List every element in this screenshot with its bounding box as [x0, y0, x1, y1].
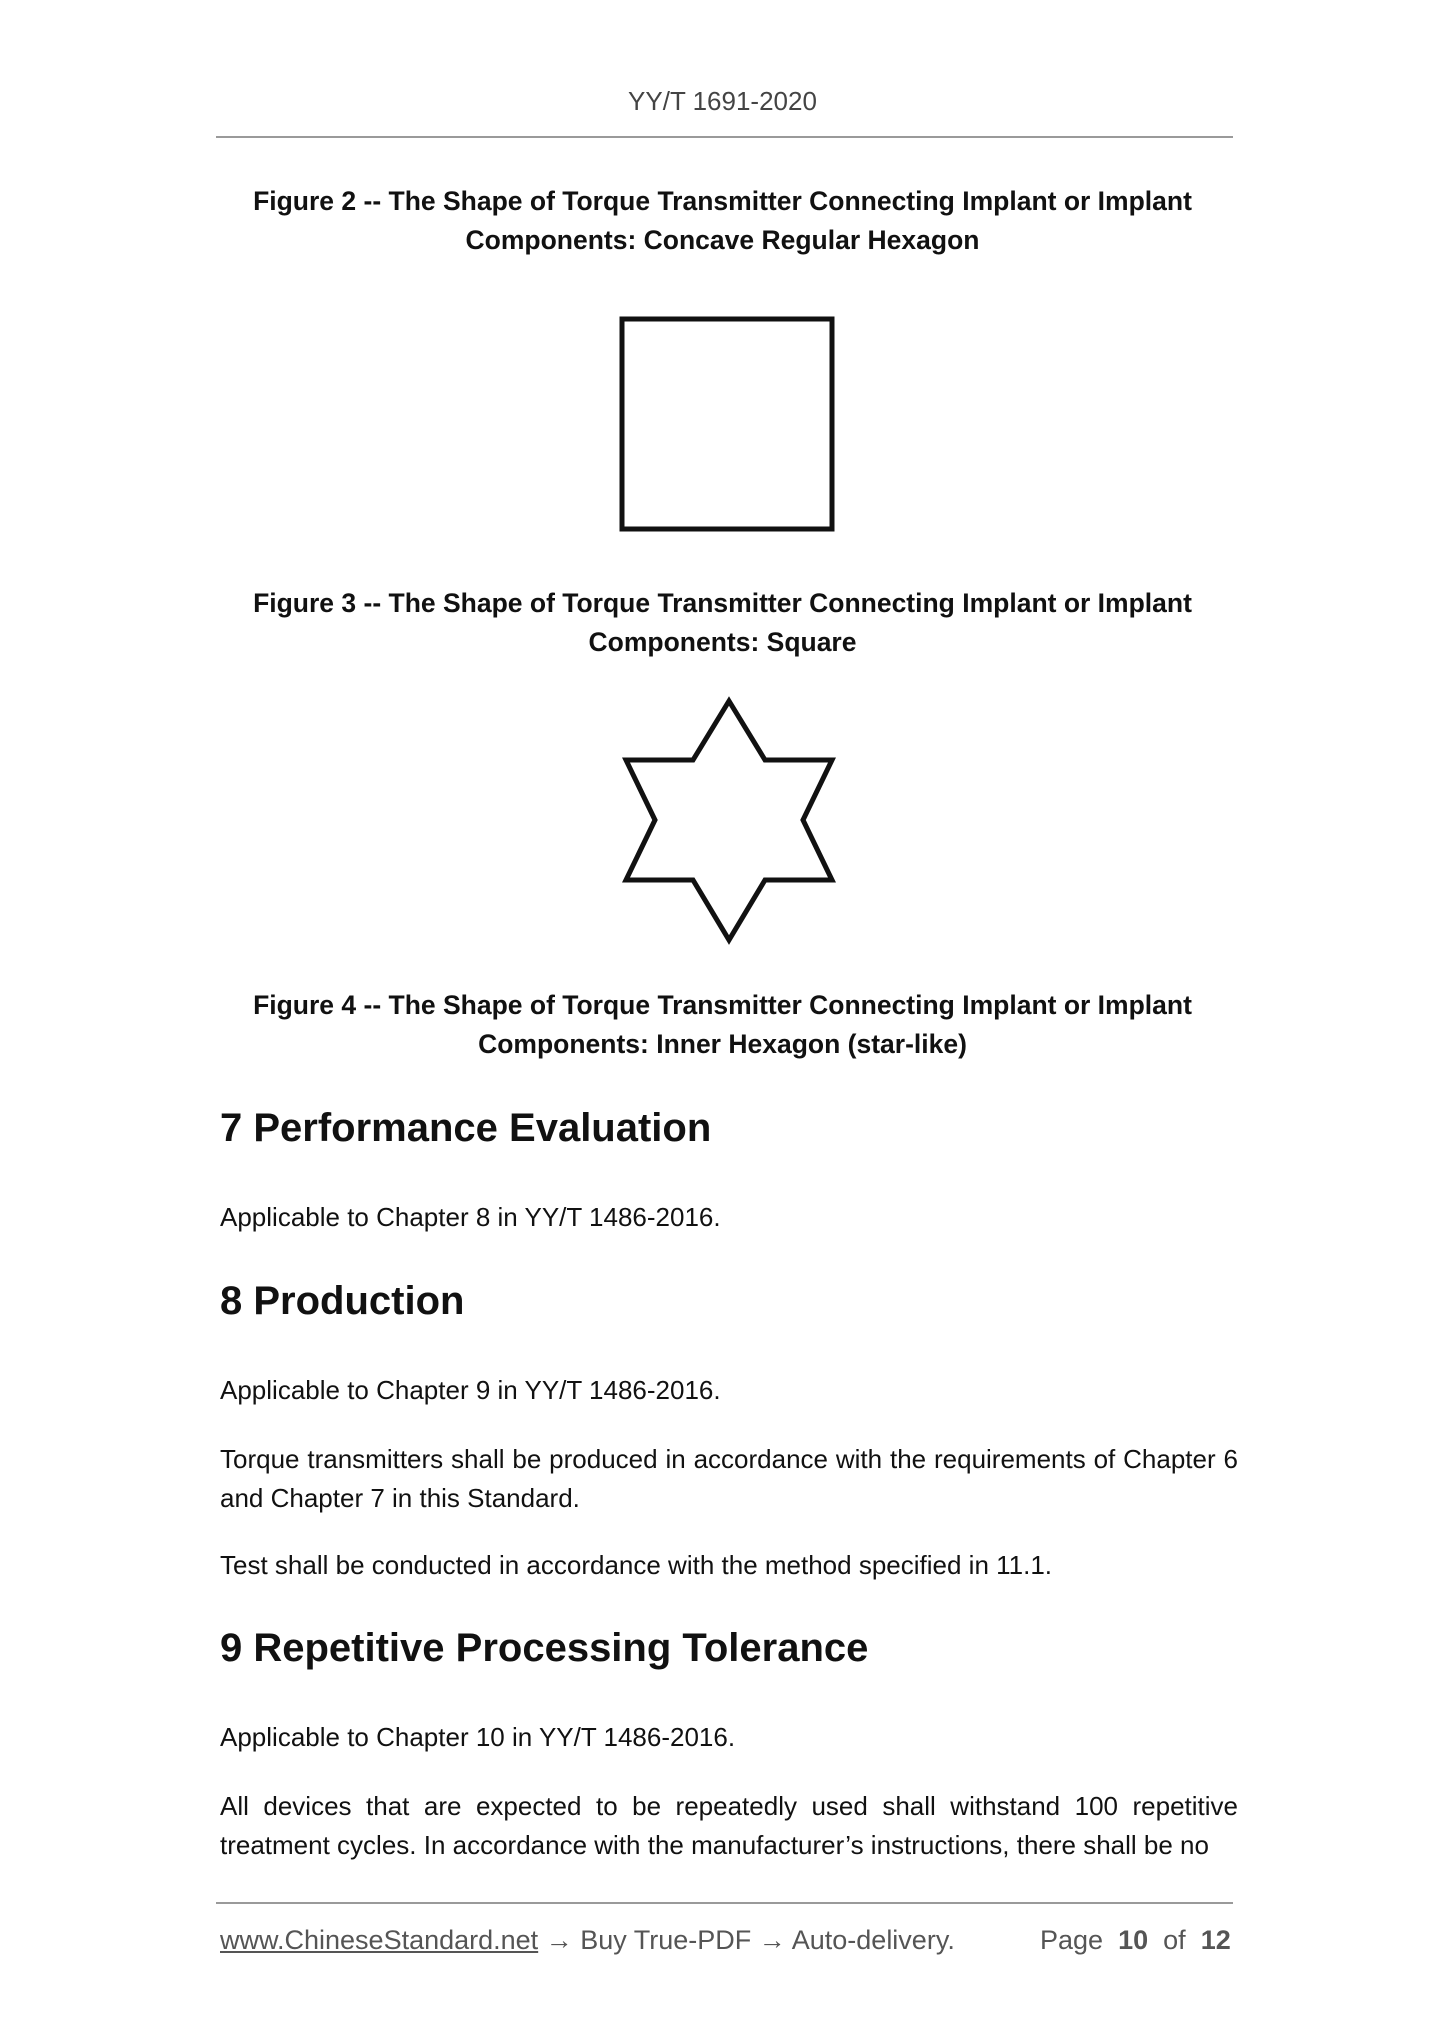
page-label: Page: [1040, 1925, 1104, 1955]
chinese-standard-link[interactable]: www.ChineseStandard.net: [220, 1925, 539, 1955]
figure-3-caption: [216, 584, 1229, 662]
page-current: 10: [1118, 1925, 1149, 1955]
figure-2-caption-line1: Figure 2 -- The Shape of Torque Transmitter Connecting Implant or Implant: [253, 186, 1192, 216]
section-9-heading: 9 Repetitive Processing Tolerance: [220, 1626, 869, 1670]
header-divider: [216, 136, 1233, 138]
document-code-header: YY/T 1691-2020: [628, 86, 817, 116]
section-9-paragraph-2: All devices that are expected to be repeatedly used shall withstand 100 repetitive treatment cycles. In accordance with the manufacturer’s instructions, there shall be no: [220, 1791, 1238, 1860]
of-label: of: [1163, 1925, 1186, 1955]
section-8-paragraph-3: Test shall be conducted in accordance with the method specified in 11.1.: [220, 1550, 1053, 1580]
figure-3-caption-line2: Components: Square: [588, 627, 857, 657]
figure-3-square-shape: [610, 310, 840, 540]
page-indicator: [1040, 1925, 1231, 1956]
figure-3-caption-line1: Figure 3 -- The Shape of Torque Transmitter Connecting Implant or Implant: [253, 588, 1192, 618]
figure-4-caption: [216, 986, 1229, 1064]
footer-promo: [220, 1925, 955, 1956]
figure-2-caption: [216, 182, 1229, 260]
section-9-paragraph-1: Applicable to Chapter 10 in YY/T 1486-2016.: [220, 1722, 736, 1752]
section-8-paragraph-2: Torque transmitters shall be produced in accordance with the requirements of Chapter 6 and Chapter 7 in this Standard.: [220, 1444, 1238, 1513]
figure-4-caption-line2: Components: Inner Hexagon (star-like): [478, 1029, 967, 1059]
section-7-heading: 7 Performance Evaluation: [220, 1106, 712, 1150]
square-outline: [622, 319, 832, 529]
page-total: 12: [1200, 1925, 1231, 1955]
section-8-paragraph-1: Applicable to Chapter 9 in YY/T 1486-2016.: [220, 1375, 721, 1405]
figure-2-caption-line2-text: Components: Concave Regular Hexagon: [465, 225, 980, 255]
footer-divider: [216, 1902, 1233, 1904]
figure-4-caption-line1: Figure 4 -- The Shape of Torque Transmitter Connecting Implant or Implant: [253, 990, 1192, 1020]
footer-promo-text: → Buy True-PDF → Auto-delivery.: [538, 1925, 955, 1955]
star-outline: [626, 701, 832, 940]
section-8-heading: 8 Production: [220, 1279, 465, 1323]
figure-4-star-shape: [610, 690, 850, 960]
section-7-paragraph-1: Applicable to Chapter 8 in YY/T 1486-2016.: [220, 1202, 721, 1232]
